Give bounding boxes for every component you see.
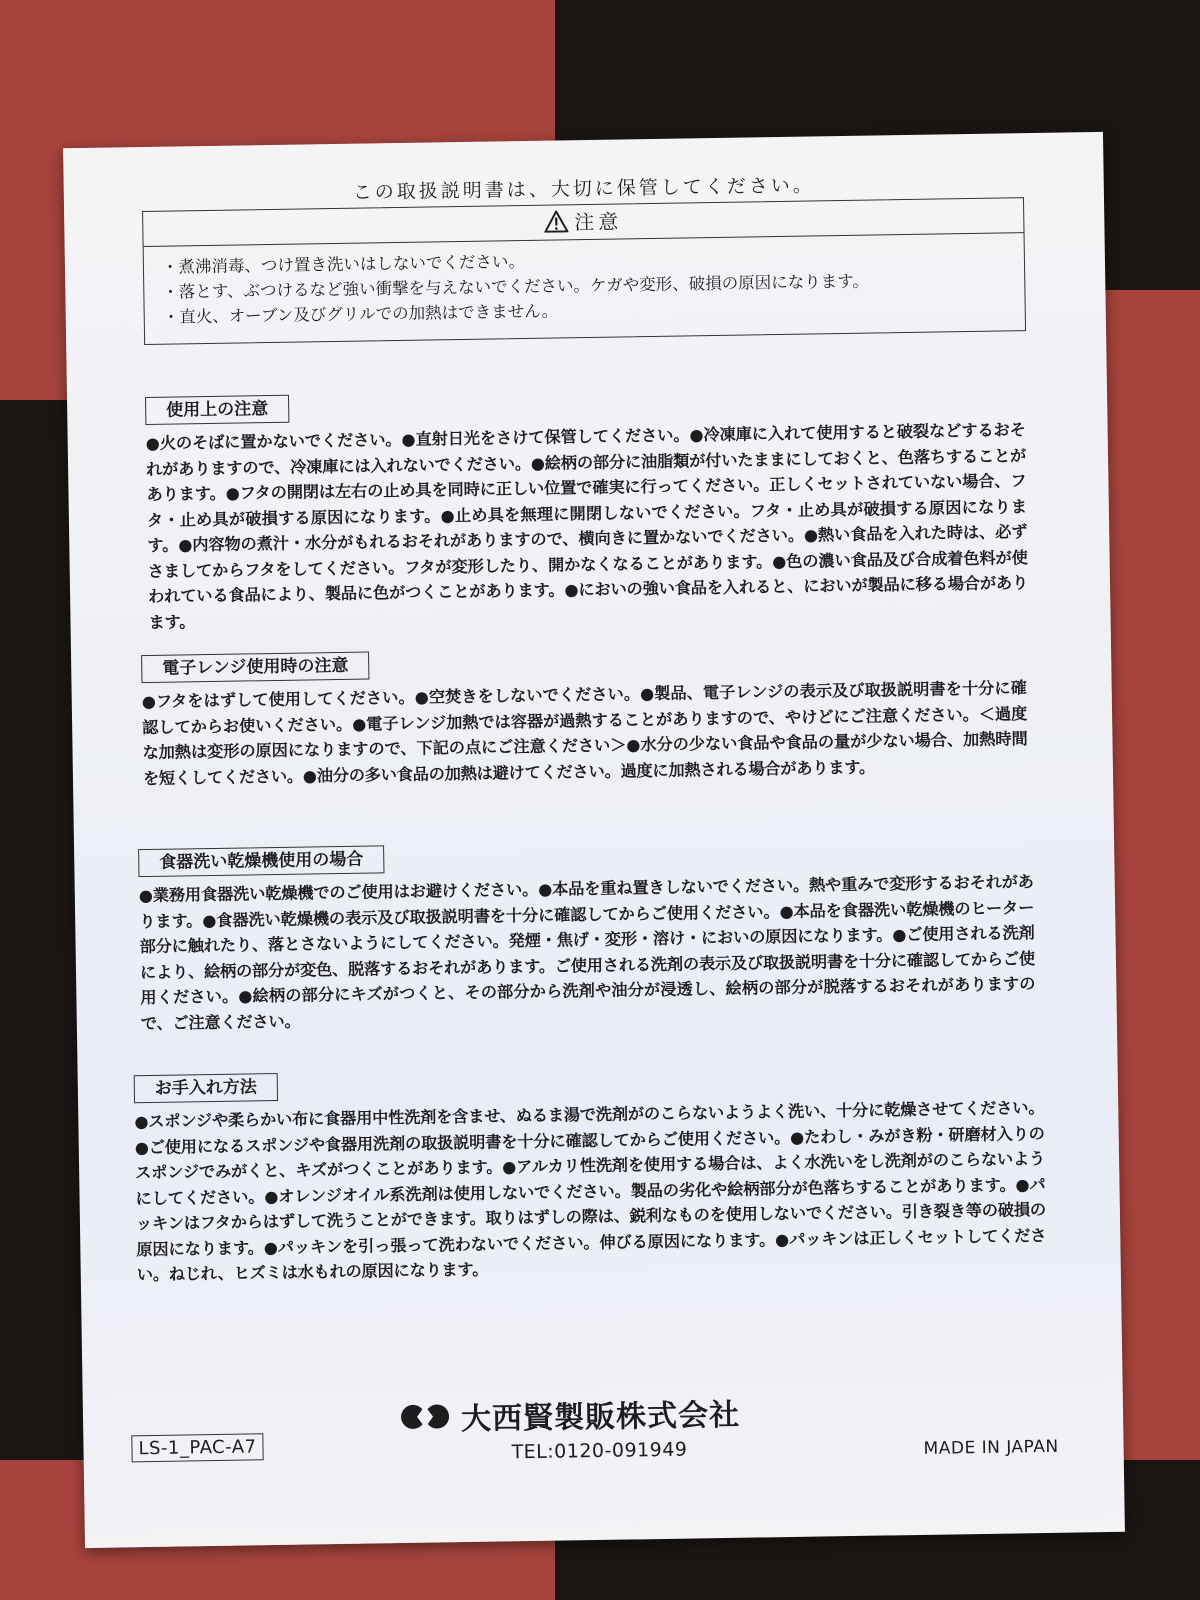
caution-item: ・落とす、ぶつけるなど強い衝撃を与えないでください。ケガや変形、破損の原因になります。 xyxy=(162,271,869,302)
section-label: 食器洗い乾燥機使用の場合 xyxy=(138,845,384,877)
section-microwave-precautions xyxy=(141,641,1028,791)
company-name-block xyxy=(399,1390,741,1439)
company-logo-icon xyxy=(399,1403,451,1430)
section-body: ●フタをはずして使用してください。●空焚きをしないでください。●製品、電子レンジの表示及び取扱説明書を十分に確認してからお使いください。●電子レンジ加熱では容器が過熱することがありますので、やけどにご注意ください。＜過度な加熱は変形の原因になりますので、下記の点にご注意ください＞●水分の少ない食品や食品の量が少ない場合、加熱時間を短くしてください。●油分の多い食品の加熱は避けてください。過度に加熱される場合があります。 xyxy=(141,678,1028,788)
section-body: ●火のそばに置かないでください。●直射日光をさけて保管してください。●冷凍庫に入れて使用すると破裂などするおそれがありますので、冷凍庫には入れないでください。●絵柄の部分に油脂類が付いたままにしておくと、色落ちすることがあります。●フタの開閉は左右の止め具を同時に正しい位置で確実に行ってください。正しくセットされていない場合、フタ・止め具が破損する原因になります。●止め具を無理に開閉しないでください。フタ・止め具が破損する原因になります。●内容物の煮汁・水分がもれるおそれがありますので、横向きに置かないでください。●熱い食品を入れた時は、必ずさましてからフタをしてください。フタが変形したり、開かなくなることがあります。●色の濃い食品及び合成着色料が使われている食品により、製品に色がつくことがあります。●においの強い食品を入れると、においが製品に移る場合があります。 xyxy=(145,420,1029,632)
caution-item: ・煮沸消毒、つけ置き洗いはしないでください。 xyxy=(161,252,526,277)
made-in-label: MADE IN JAPAN xyxy=(923,1436,1059,1459)
section-body: ●スポンジや柔らかい布に食器用中性洗剤を含ませ、ぬるま湯で洗剤がのこらないようよく洗い、十分に乾燥させてください。●ご使用になるスポンジや食器用洗剤の取扱説明書を十分に確認してからご使用ください。●たわし・みがき粉・研磨材入りのスポンジでみがくと、キズがつくことがあります。●アルカリ性洗剤を使用する場合は、よく水洗いをし洗剤がのこらないようにしてください。●オレンジオイル系洗剤は使用しないでください。製品の劣化や絵柄部分が色落ちすることがあります。●パッキンはフタからはずして洗うことができます。取りはずしの際は、鋭利なものを使用しないでください。引き裂き等の破損の原因になります。●パッキンを引っ張って洗わないでください。伸びる原因になります。●パッキンは正しくセットしてください。ねじれ、ヒズミは水もれの原因になります。 xyxy=(134,1097,1047,1285)
caution-title: 注意 xyxy=(574,209,623,235)
instruction-sheet xyxy=(63,132,1125,1548)
section-usage-precautions xyxy=(145,383,1029,635)
product-code: LS-1_PAC-A7 xyxy=(131,1433,263,1462)
caution-list xyxy=(144,233,1025,330)
section-body: ●業務用食器洗い乾燥機でのご使用はお避けください。●本品を重ね置きしないでください。熱や重みで変形するおそれがあります。●食器洗い乾燥機の表示及び取扱説明書を十分に確認してからご使用ください。●本品を食器洗い乾燥機のヒーター部分に触れたり、落とさないようにしてください。発煙・焦げ・変形・溶け・においの原因になります。●ご使用される洗剤により、絵柄の部分が変色、脱落するおそれがあります。ご使用される洗剤の表示及び取扱説明書を十分に確認してからご使用ください。●絵柄の部分にキズがつくと、その部分から洗剤や油分が浸透し、絵柄の部分が脱落するおそれがありますので、ご注意ください。 xyxy=(138,872,1036,1033)
telephone-number: TEL:0120-091949 xyxy=(511,1438,688,1464)
section-label: 使用上の注意 xyxy=(145,395,289,425)
company-name: 大西賢製販株式会社 xyxy=(460,1397,741,1438)
caution-item: ・直火、オーブン及びグリルでの加熱はできません。 xyxy=(162,301,559,327)
warning-triangle-icon xyxy=(544,210,568,232)
caution-box xyxy=(142,197,1026,345)
section-dishwasher xyxy=(138,835,1036,1036)
section-label: 電子レンジ使用時の注意 xyxy=(141,652,370,684)
section-label: お手入れ方法 xyxy=(134,1073,278,1103)
section-care-method xyxy=(134,1061,1047,1288)
keep-manual-notice: この取扱説明書は、大切に保管してください。 xyxy=(352,174,815,204)
